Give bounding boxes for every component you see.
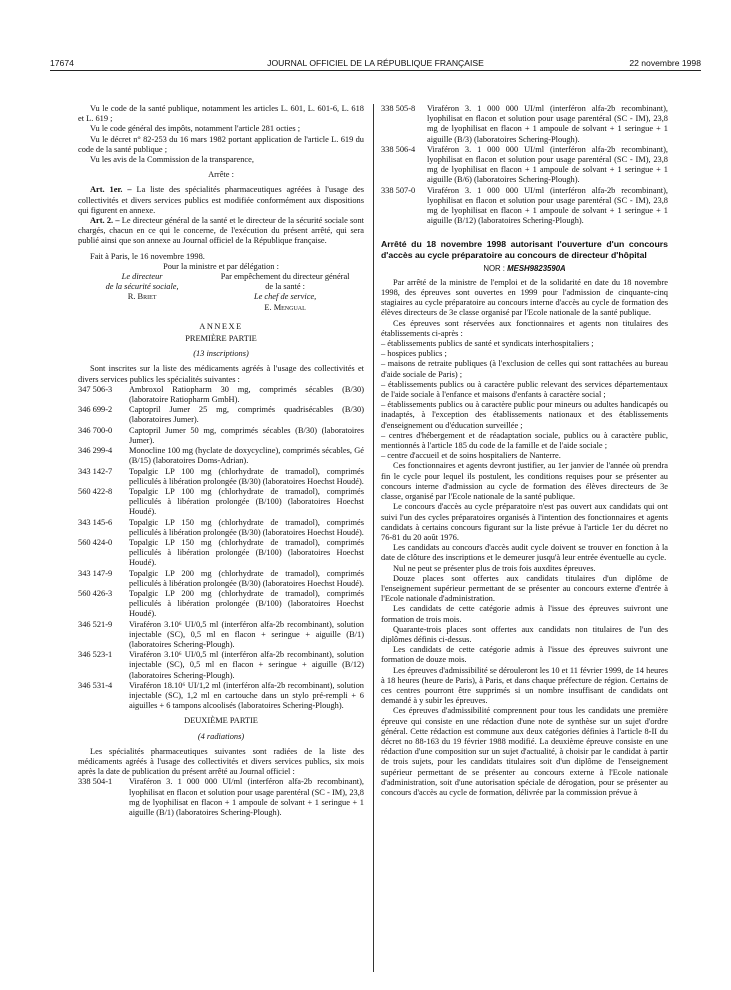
medication-description: Topalgic LP 150 mg (chlorhydrate de tramadol), comprimés pelliculés à libération prolongée (B/30) (laboratoires Hoechst Houdé). (129, 517, 364, 537)
nor-code: MESH9823590A (507, 263, 566, 273)
medication-description: Viraféron 3. 1 000 000 UI/ml (interféron alfa-2b recombinant), lyophilisat en flacon et solution pour usage parentéral (SC - IM), 23,8 mg de lyophilisat en flacon + 1 ampoule de solvant + 1 seringue + 1 aiguille (B/6) (laboratoires Schering-Plough). (427, 144, 668, 185)
medication-description: Captopril Jumer 50 mg, comprimés sécables (B/30) (laboratoires Jumer). (129, 425, 364, 445)
cip-code: 338 507-0 (381, 185, 416, 195)
medication-entry (381, 186, 668, 227)
cip-code: 346 699-2 (78, 405, 113, 415)
arrete-heading: Arrête : (208, 170, 234, 180)
cip-code: 346 531-4 (78, 680, 113, 690)
signature-left: Le directeur de la sécurité sociale, R. Briet (78, 272, 206, 313)
part-2-intro: Les spécialités pharmaceutiques suivantes sont radiées de la liste des médicaments agréés à l'usage des collectivités et divers services publics, six mois après la date de publication du présent arrêté au Journal officiel : (78, 746, 364, 777)
signatory-name: R. Briet (127, 292, 157, 302)
annexe-heading: ANNEXE (199, 321, 243, 331)
article-2-label: Art. 2. – (90, 216, 120, 226)
medication-entry (78, 426, 364, 446)
cip-code: 343 145-6 (78, 517, 113, 527)
paragraph: Par arrêté de la ministre de l'emploi et de la solidarité en date du 18 novembre 1998, des épreuves sont ouvertes en 1999 pour l'admission de cinquante-cinq stagiaires au cycle préparatoire au concours interne d'accès au cycle de formation des élèves directeurs de 3e classe organisé par l'Ecole nationale de la santé publique. (381, 277, 668, 318)
medication-description: Ambroxol Ratiopharm 30 mg, comprimés sécables (B/30) (laboratoire Ratiopharm GmbH). (129, 384, 364, 405)
list-item: – centre d'accueil et de soins hospitaliers de Nanterre. (381, 451, 561, 461)
medication-description: Viraféron 3. 1 000 000 UI/ml (interféron alfa-2b recombinant), lyophilisat en flacon et solution pour usage parentéral (SC - IM), 23,8 mg de lyophilisat en flacon + 1 ampoule de solvant + 1 seringue + 1 aiguille (B/3) (laboratoires Schering-Plough). (427, 104, 668, 144)
nor-reference: NOR : MESH9823590A (483, 263, 566, 273)
paragraph: Les candidats au concours d'accès audit cycle doivent se trouver en fonction à la date de clôture des inscriptions et le demeurer jusqu'à leur entrée éventuelle au cycle. (381, 543, 668, 563)
medication-entry (381, 104, 668, 145)
visa: Vu le décret n° 82-253 du 16 mars 1982 portant application de l'article L. 619 du code de la santé publique ; (78, 134, 364, 154)
arrete-title: Arrêté du 18 novembre 1998 autorisant l'ouverture d'un concours d'accès au cycle préparatoire au concours de directeur d'hôpital (381, 239, 668, 261)
page-number: 17674 (50, 58, 74, 68)
medication-description: Topalgic LP 100 mg (chlorhydrate de tramadol), comprimés pelliculés à libération prolongée (B/30) (laboratoires Hoechst Houdé). (129, 466, 364, 486)
article-1-text: La liste des spécialités pharmaceutiques agréées à l'usage des collectivités et divers services publics est modifiée conformément aux dispositions qui figurent en annexe. (78, 185, 365, 215)
medication-entry (78, 538, 364, 569)
medication-entry (78, 405, 364, 425)
journal-title: JOURNAL OFFICIEL DE LA RÉPUBLIQUE FRANÇAISE (267, 58, 484, 68)
cip-code: 338 506-4 (381, 144, 416, 154)
medication-description: Viraféron 3. 1 000 000 UI/ml (interféron alfa-2b recombinant), lyophilisat en flacon et solution pour usage parentéral (SC - IM), 23,8 mg de lyophilisat en flacon + 1 ampoule de solvant + 1 seringue + 1 aiguille (B/1) (laboratoires Schering-Plough). (129, 777, 364, 817)
cip-code: 346 700-0 (78, 425, 113, 435)
fait-a-paris: Fait à Paris, le 16 novembre 1998. (90, 251, 205, 261)
medication-entry (78, 569, 364, 589)
issue-date: 22 novembre 1998 (629, 58, 701, 68)
visa: Vu le code général des impôts, notamment l'article 281 octies ; (90, 124, 301, 134)
medication-entry (78, 467, 364, 487)
medication-entry (78, 446, 364, 466)
list-item: – établissements publics ou à caractère public pour mineurs ou adultes handicapés ou inadaptés, à l'exception des établissements nationaux et des établissements d'enseignement ou d'éducation surveillée ; (381, 400, 668, 430)
list-item: – établissements publics de santé et syndicats interhospitaliers ; (381, 339, 594, 349)
medication-entry (78, 487, 364, 518)
medication-description: Viraféron 3.10⁶ UI/0,5 ml (interféron alfa-2b recombinant), solution injectable (SC), 0,5 ml en flacon + seringue + aiguille (B/12) (laboratoires Schering-Plough). (129, 650, 364, 680)
medication-description: Topalgic LP 100 mg (chlorhydrate de tramadol), comprimés pelliculés à libération prolongée (B/100) (laboratoires Hoechst Houdé). (129, 486, 364, 517)
paragraph: Quarante-trois places sont offertes aux candidats non titulaires de l'un des diplômes définis ci-dessus. (381, 624, 668, 644)
right-column (381, 104, 668, 798)
signatures (78, 272, 364, 313)
medication-description: Monocline 100 mg (hyclate de doxycycline), comprimés sécables, Gé (B/15) (laboratoires Doms-Adrian). (129, 446, 364, 466)
medication-description: Topalgic LP 200 mg (chlorhydrate de tramadol), comprimés pelliculés à libération prolongée (B/30) (laboratoires Hoechst Houdé). (129, 568, 364, 588)
body-paragraphs (381, 461, 668, 798)
list-item: – établissements publics ou à caractère public relevant des services départementaux de l'aide sociale à l'enfance et maisons d'enfants à caractère social ; (381, 379, 668, 400)
medication-description: Viraféron 3. 1 000 000 UI/ml (interféron alfa-2b recombinant), lyophilisat en flacon et solution pour usage parentéral (SC - IM), 23,8 mg de lyophilisat en flacon + 1 ampoule de solvant + 1 seringue + 1 aiguille (B/12) (laboratoires Schering-Plough). (427, 185, 668, 226)
part-1-heading: PREMIÈRE PARTIE (185, 334, 257, 344)
column-divider (373, 104, 374, 972)
cip-code: 560 424-0 (78, 537, 113, 547)
medication-description: Topalgic LP 200 mg (chlorhydrate de tramadol), comprimés pelliculés à libération prolongée (B/100) (laboratoires Hoechst Houdé). (129, 588, 364, 619)
cip-code: 338 504-1 (78, 777, 113, 787)
cip-code: 346 521-9 (78, 619, 113, 629)
inscriptions-list (78, 385, 364, 712)
paragraph: Ces épreuves d'admissibilité comprennent pour tous les candidats une première épreuve qui consiste en une rédaction d'une note de synthèse sur un sujet d'ordre général. Cette rédaction est commune aux deux catégories définies à l'article 8-II du décret no 88-163 du 19 février 1988 modifié. La deuxième épreuve consiste en une rédaction d'une composition sur un sujet d'actualité, à choisir par le candidat à partir de trois sujets, pour les candidats titulaires soit d'un diplôme de l'enseignement supérieur permettant de se présenter au concours externe à l'Ecole nationale d'administration, soit d'une autorisation spéciale de dérogation, pour se présenter au concours d'accès au cycle de formation, délivrée par la commission prévue à (381, 706, 668, 797)
radiations-list-continued (381, 104, 668, 226)
visa: Vu le code de la santé publique, notamment les articles L. 601, L. 601-6, L. 618 et L. 619 ; (78, 104, 364, 124)
medication-description: Viraféron 18.10⁶ UI/1,2 ml (interféron alfa-2b recombinant), solution injectable (SC), 1,2 ml en cartouche dans un stylo pré-rempli + 6 aiguilles + 6 tampons alcoolisés (laboratoires Schering-Plough). (129, 680, 364, 711)
paragraph: Les épreuves d'admissibilité se dérouleront les 10 et 11 février 1999, de 14 heures à 18 heures (heure de Paris), à Paris, et dans chaque préfecture de région. Certains de ces centres pourront être supprimés si un nombre insuffisant de candidats ont demandé à y subir les épreuves. (381, 665, 668, 706)
medication-entry (78, 681, 364, 712)
paragraph: Ces épreuves sont réservées aux fonctionnaires et agents non titulaires des établissements ci-après : (381, 318, 668, 338)
list-item: – centres d'hébergement et de réadaptation sociale, publics ou à caractère public, mentionnés à l'article 185 du code de la famille et de l'aide sociale ; (381, 430, 668, 451)
list-item: – hospices publics ; (381, 349, 447, 359)
left-column (78, 104, 364, 818)
paragraph: Les candidats de cette catégorie admis à l'issue des épreuves suivront une formation de trois mois. (381, 604, 668, 624)
medication-entry (78, 589, 364, 620)
part-1-intro: Sont inscrites sur la liste des médicaments agréés à l'usage des collectivités et divers services publics les spécialités suivantes : (78, 364, 364, 384)
medication-entry (78, 620, 364, 651)
article-1 (78, 185, 364, 216)
medication-description: Viraféron 3.10⁶ UI/0,5 ml (interféron alfa-2b recombinant), solution injectable (SC), 0,5 ml en flacon + seringue + aiguille (B/1) (laboratoires Schering-Plough). (129, 619, 364, 649)
cip-code: 343 147-9 (78, 568, 113, 578)
cip-code: 343 142-7 (78, 466, 113, 476)
part-2-heading: DEUXIÈME PARTIE (184, 716, 258, 726)
paragraph: Douze places sont offertes aux candidats titulaires d'un diplôme de l'enseignement supérieur permettant de se présenter au concours externe d'entrée à l'Ecole nationale d'administration. (381, 573, 668, 604)
header-rule (50, 70, 701, 71)
signatory-name: E. Mengual (264, 302, 306, 312)
medication-description: Captopril Jumer 25 mg, comprimés quadrisécables (B/30) (laboratoires Jumer). (129, 405, 364, 425)
medication-entry (78, 385, 364, 405)
radiations-list (78, 777, 364, 818)
paragraph: Ces fonctionnaires et agents devront justifier, au 1er janvier de l'année où prendra fin le cycle pour lequel ils postulent, les conditions requises pour se présenter au concours interne d'admission au cycle de formation des élèves directeurs de 3e classe, organisé par l'Ecole nationale de la santé publique. (381, 461, 668, 502)
list-item: – maisons de retraite publiques (à l'exclusion de celles qui sont rattachées au bureau d'aide sociale de Paris) ; (381, 359, 668, 379)
cip-code: 346 523-1 (78, 650, 113, 660)
medication-entry (78, 650, 364, 681)
part-2-count: (4 radiations) (197, 731, 245, 741)
article-2 (78, 216, 364, 247)
paragraph: Le concours d'accès au cycle préparatoire n'est pas ouvert aux candidats qui ont suivi l'un des cycles préparatoires organisés à l'intention des fonctionnaires et agents candidats à certains concours figurant sur la liste prévue à l'article 1er du décret no 76-81 du 20 août 1976. (381, 502, 668, 542)
medication-entry (78, 777, 364, 818)
medication-entry (78, 518, 364, 538)
cip-code: 338 505-8 (381, 104, 416, 113)
cip-code: 347 506-3 (78, 384, 113, 394)
medication-description: Topalgic LP 150 mg (chlorhydrate de tramadol), comprimés pelliculés à libération prolongée (B/100) (laboratoires Hoechst Houdé). (129, 537, 364, 568)
article-1-label: Art. 1er. – (90, 185, 132, 195)
paragraph: Nul ne peut se présenter plus de trois fois auxdites épreuves. (393, 563, 596, 573)
paragraph: Les candidats de cette catégorie admis à l'issue des épreuves suivront une formation de douze mois. (381, 645, 668, 665)
visa: Vu les avis de la Commission de la transparence, (90, 155, 254, 165)
part-1-count: (13 inscriptions) (193, 349, 249, 359)
cip-code: 560 422-8 (78, 486, 113, 496)
establishments-list (381, 339, 668, 461)
cip-code: 560 426-3 (78, 588, 113, 598)
delegation-line: Pour la ministre et par délégation : (163, 261, 279, 271)
article-2-text: Le directeur général de la santé et le directeur de la sécurité sociale sont chargés, chacun en ce qui le concerne, de l'exécution du présent arrêté, qui sera publié ainsi que son annexe au Journal officiel de la République française. (78, 216, 364, 246)
cip-code: 346 299-4 (78, 446, 113, 456)
medication-entry (381, 145, 668, 186)
signature-right: Par empêchement du directeur général de la santé : Le chef de service, E. Mengual (206, 272, 364, 313)
